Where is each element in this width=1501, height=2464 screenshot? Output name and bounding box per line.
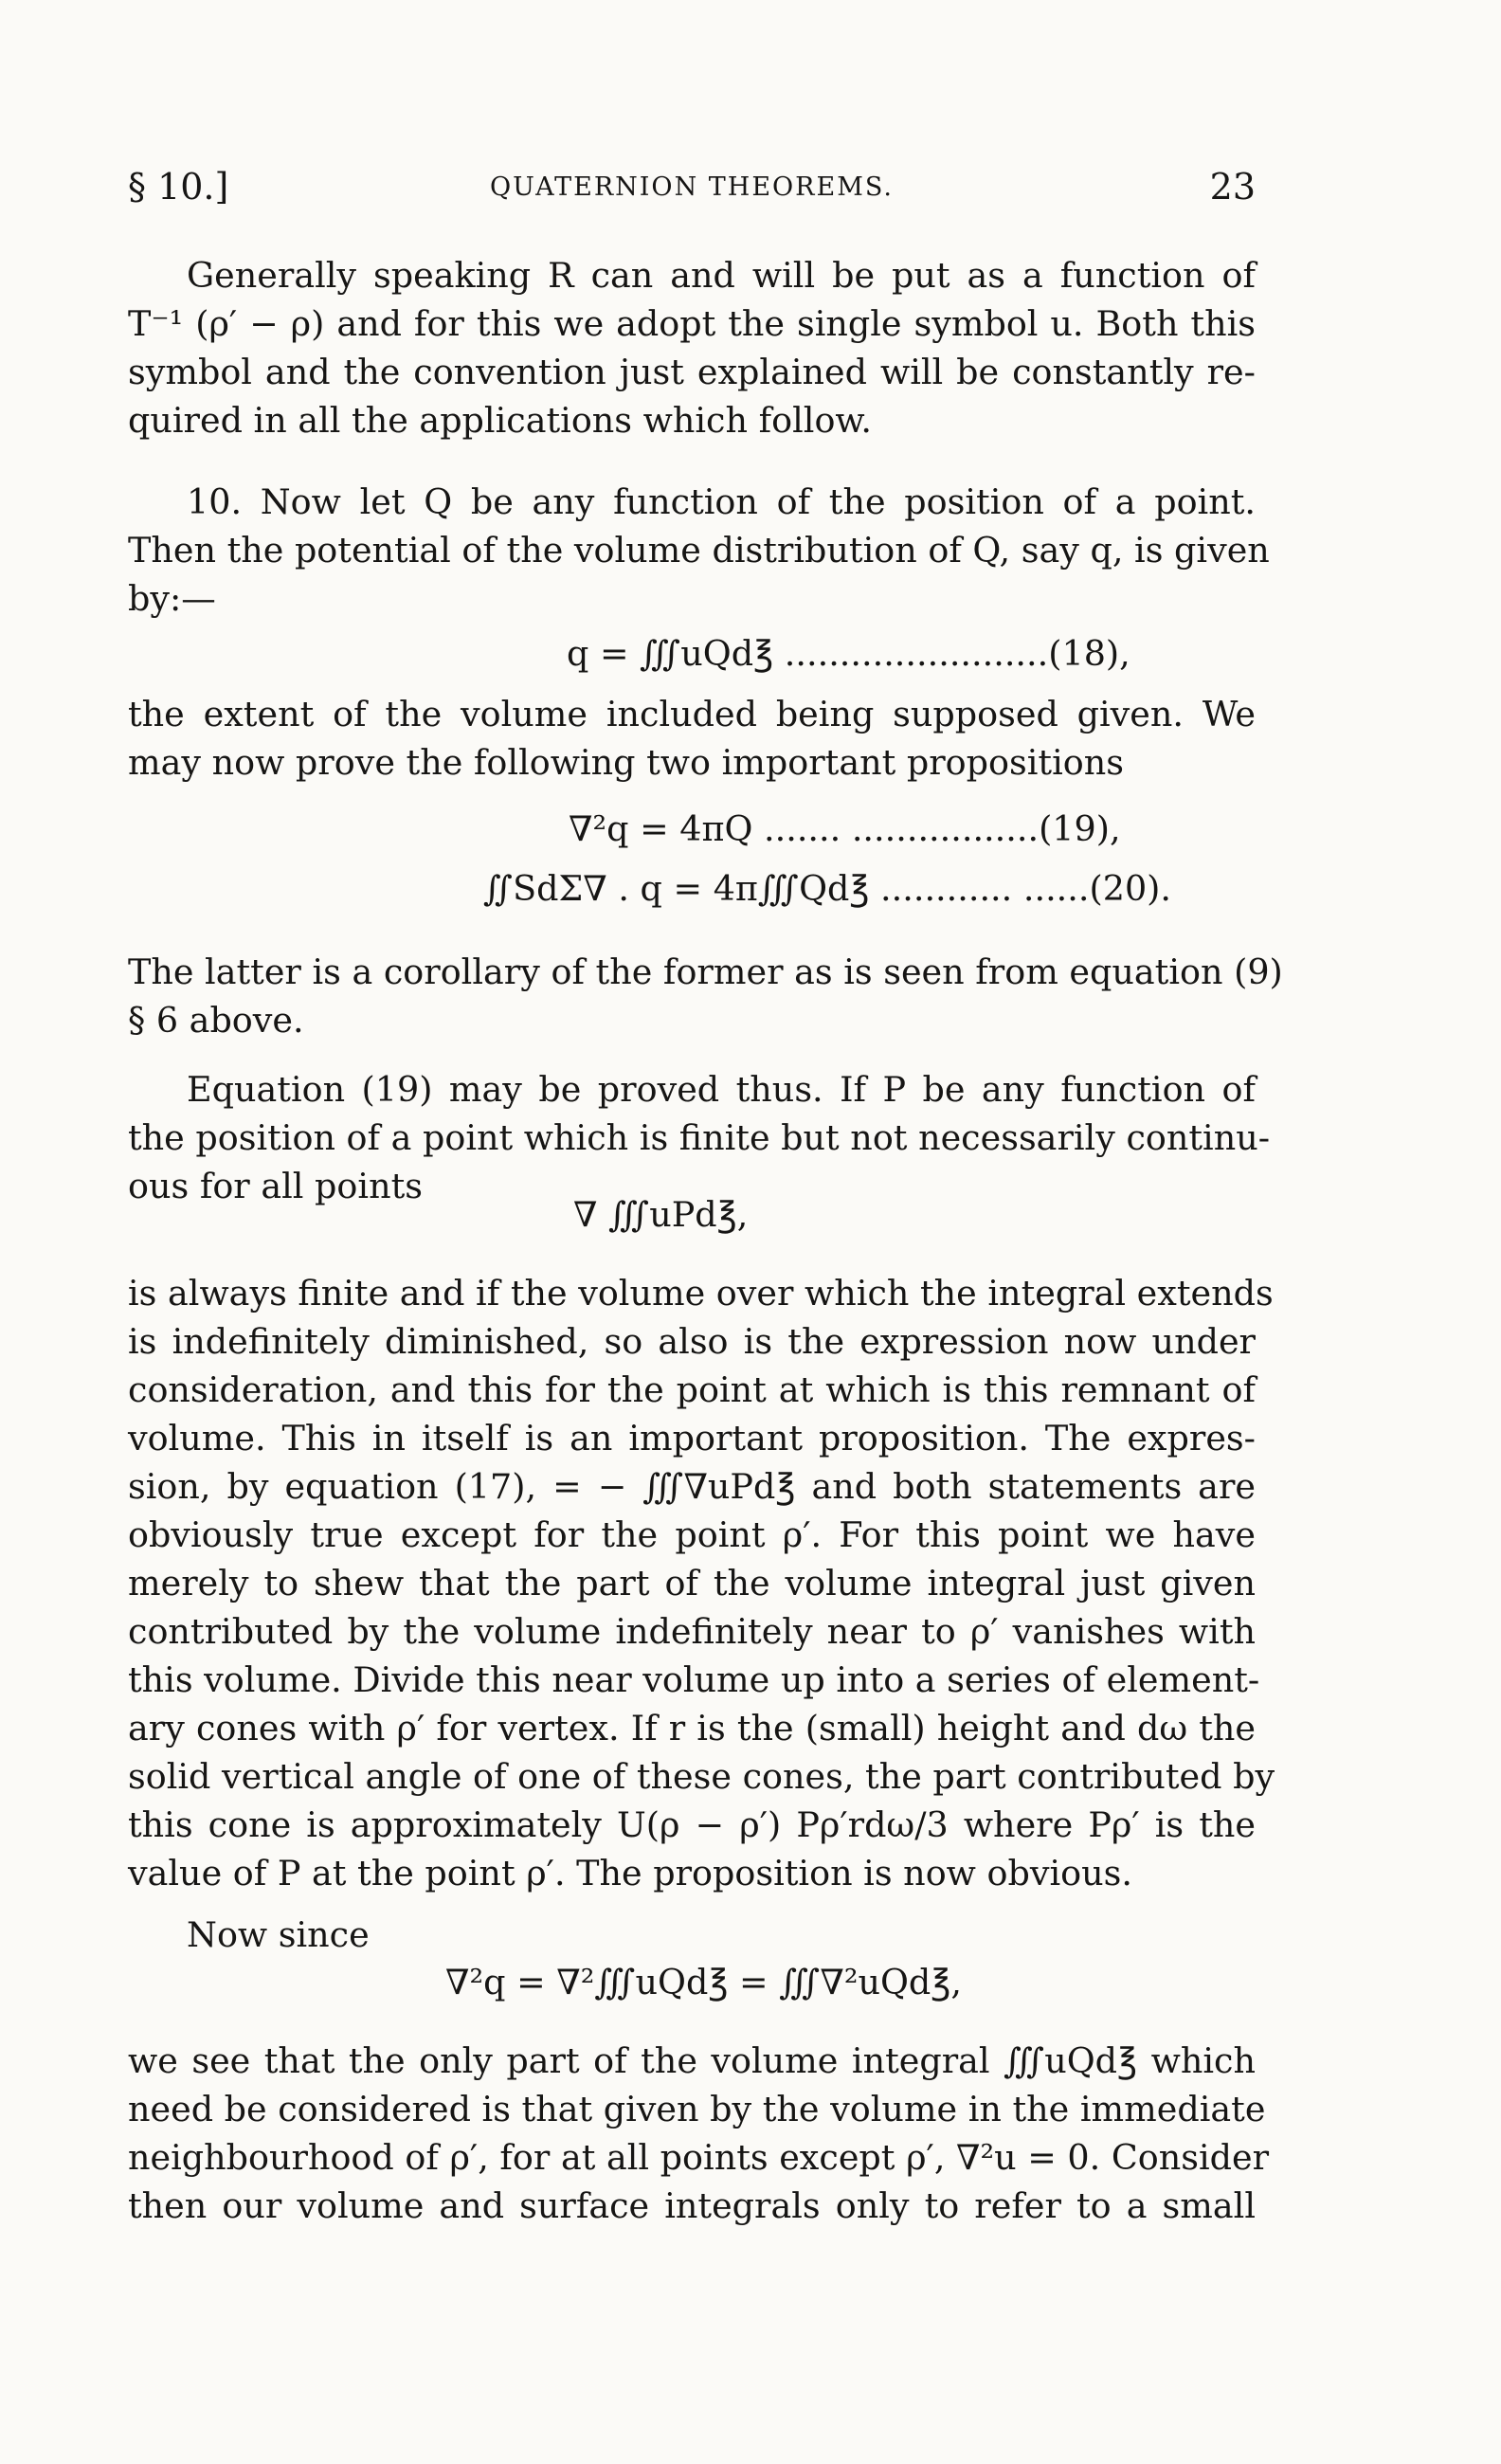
paragraph-4 [128,948,1283,1044]
text-line: is always finite and if the volume over which the integral extends [128,1273,1274,1314]
text-line: T⁻¹ (ρ′ − ρ) and for this we adopt the single symbol u. Both this [128,303,1256,344]
section-reference: § 10.] [128,166,229,208]
paragraph-7 [128,1911,1256,1959]
paragraph-1 [128,251,1256,444]
text-line: may now prove the following two important propositions [128,742,1124,783]
page-number: 23 [1209,166,1256,208]
text-line: this volume. Divide this near volume up into a series of element- [128,1659,1260,1700]
text-line: The latter is a corollary of the former as is seen from equation (9) [128,951,1283,992]
text-line: Then the potential of the volume distribution of Q, say q, is given [128,530,1270,571]
text-line: consideration, and this for the point at which is this remnant of [128,1369,1256,1410]
equation-20: ∬SdΣ∇ . q = 4π∭Qd℥ ............ ......(20). [483,868,1172,909]
equation-18: q = ∭uQd℥ ........................(18), [567,633,1130,674]
text-line: Equation (19) may be proved thus. If P be any function of [187,1069,1256,1110]
paragraph-6 [128,1269,1275,1897]
text-line: obviously true except for the point ρ′. For this point we have [128,1514,1256,1555]
text-line: the position of a point which is finite but not necessarily continu- [128,1117,1271,1158]
text-line: merely to shew that the part of the volume integral just given [128,1563,1256,1603]
equation-19: ∇²q = 4πQ ....... .................(19), [569,808,1121,849]
text-line: Now since [187,1914,370,1955]
text-line: need be considered is that given by the volume in the immediate [128,2089,1266,2129]
running-header [128,166,1256,213]
text-line: ary cones with ρ′ for vertex. If r is the (small) height and dω the [128,1708,1256,1748]
text-line: we see that the only part of the volume integral ∭uQd℥ which [128,2040,1256,2081]
text-line: neighbourhood of ρ′, for at all points except ρ′, ∇²u = 0. Consider [128,2137,1270,2178]
text-line: then our volume and surface integrals only to refer to a small [128,2185,1256,2226]
running-title: QUATERNION THEOREMS. [490,172,894,202]
text-line: quired in all the applications which follow. [128,400,872,441]
paragraph-8 [128,2037,1270,2230]
text-line: § 6 above. [128,1000,304,1041]
text-line: value of P at the point ρ′. The proposition is now obvious. [128,1853,1132,1893]
text-line: by:— [128,578,216,619]
text-line: ous for all points [128,1166,423,1206]
text-line: the extent of the volume included being supposed given. We [128,694,1256,734]
text-line: Generally speaking R can and will be put as a function of [187,255,1256,296]
paragraph-5 [128,1065,1271,1210]
text-line: this cone is approximately U(ρ − ρ′) Pρ′rdω/3 where Pρ′ is the [128,1804,1256,1845]
equation-gradient-integral: ∇ ∭uPd℥, [573,1194,749,1235]
text-line: volume. This in itself is an important proposition. The expres- [128,1418,1256,1458]
text-line: contributed by the volume indefinitely near to ρ′ vanishes with [128,1611,1256,1652]
text-line: 10. Now let Q be any function of the position of a point. [187,481,1256,522]
paragraph-3 [128,690,1256,787]
text-line: solid vertical angle of one of these cones, the part contributed by [128,1756,1275,1797]
equation-laplacian: ∇²q = ∇²∭uQd℥ = ∭∇²uQd℥, [445,1962,962,2002]
text-line: is indefinitely diminished, so also is the expression now under [128,1321,1256,1362]
paragraph-2 [128,478,1270,623]
text-line: sion, by equation (17), = − ∭∇uPd℥ and both statements are [128,1466,1256,1507]
text-line: symbol and the convention just explained will be constantly re- [128,352,1256,392]
